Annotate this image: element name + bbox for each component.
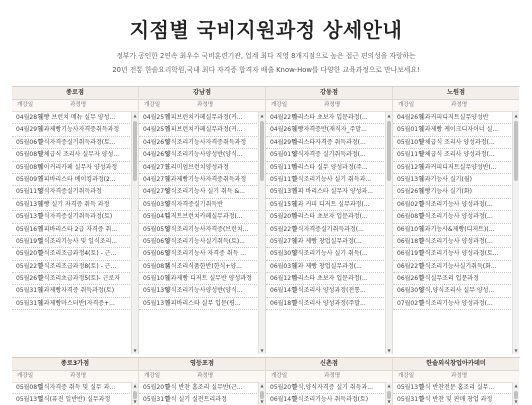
course-start-date: 05월01일 — [270, 151, 297, 159]
course-row[interactable] — [266, 174, 384, 186]
scroll-thumb[interactable] — [514, 121, 518, 181]
course-start-date: 06월19일 — [397, 250, 424, 258]
scroll-thumb[interactable] — [133, 121, 137, 181]
course-name-link[interactable]: 커피 바리스타 실무자 양성과... — [292, 188, 373, 196]
course-row[interactable] — [393, 285, 511, 297]
course-row[interactable] — [12, 186, 130, 198]
col-course-header: 과정명 — [197, 102, 214, 108]
course-row[interactable] — [139, 382, 257, 394]
course-list — [12, 382, 130, 405]
course-start-date: 07월02일 — [397, 299, 424, 307]
course-name-link[interactable]: 양식조리기능사실기취득(토)... — [165, 237, 245, 245]
column-header-row — [393, 100, 519, 112]
course-name-link[interactable]: 한식 실기 실전트리과정 — [165, 396, 227, 404]
course-name-link[interactable]: 커피바리스타 2급 자격증 취... — [38, 225, 118, 233]
course-row[interactable] — [139, 124, 257, 136]
course-name-link[interactable]: 한식조리기능사 취득과정(토) — [292, 396, 369, 404]
course-start-date: 06월03일 — [270, 262, 297, 270]
course-start-date: 06월14일 — [270, 287, 297, 295]
course-name-link[interactable]: 양식,양식조리사 실무 양성... — [419, 287, 495, 295]
col-course-header: 과정명 — [324, 373, 341, 379]
course-name-link[interactable]: 한식조리기능사 양성과정(... — [419, 299, 493, 307]
course-name-link[interactable]: 한식조리사 양성과정(전통... — [292, 287, 366, 295]
scroll-up-arrow-icon[interactable]: ▲ — [387, 383, 391, 388]
branch-panel-gangdong — [266, 87, 392, 354]
course-start-date: 05월11일 — [270, 163, 297, 171]
scroll-up-arrow-icon[interactable]: ▲ — [133, 383, 137, 388]
course-name-link[interactable]: 디저트브런치카페실무과정(... — [165, 213, 243, 221]
branch-title: 강동점 — [266, 87, 392, 100]
course-start-date: 06월18일 — [270, 299, 297, 307]
course-name-link[interactable]: 제과 제빵 창업실무과정(... — [292, 237, 362, 245]
course-row[interactable] — [12, 382, 130, 394]
course-start-date: 05월20일 — [270, 213, 297, 221]
course-name-link[interactable]: 한식실무조리 입문과정 — [419, 275, 479, 283]
course-name-link[interactable]: 제과제빵 케이크디자이너 실... — [419, 126, 499, 134]
course-name-link[interactable]: 커피바리스타 실무 입문(평... — [165, 299, 241, 307]
course-name-link[interactable]: 바리스타 초보자 입문과정(... — [292, 275, 368, 283]
course-name-link[interactable]: 한식,양식자격증 실기 취득과... — [292, 384, 373, 391]
course-row[interactable] — [139, 174, 257, 186]
course-name-link[interactable]: 한식자격증실기취득과정(토) — [38, 213, 113, 221]
course-start-date: 05월06일 — [16, 138, 43, 146]
col-date-header: 개강일 — [144, 373, 161, 379]
course-start-date: 05월15일 — [270, 200, 297, 208]
branch-grid-bottom — [12, 357, 520, 405]
course-row[interactable] — [393, 211, 511, 223]
course-start-date: 05월13일 — [16, 213, 43, 221]
course-start-date: 05월01일 — [397, 126, 424, 134]
course-row[interactable] — [266, 186, 384, 198]
course-name-link[interactable]: 한식조리기능사 양성과정(토... — [419, 250, 499, 258]
course-name-link[interactable]: 단체급식 조리사 양성과정(... — [419, 138, 495, 146]
scroll-up-arrow-icon[interactable]: ▲ — [514, 113, 518, 118]
course-name-link[interactable]: 양식조리기능사자격증취득과정 — [165, 138, 247, 146]
course-start-date: 05월08일 — [16, 384, 43, 391]
course-start-date: 05월12일 — [397, 163, 424, 171]
course-start-date: 04월26일 — [397, 114, 424, 121]
course-start-date: 04월26일 — [143, 138, 170, 146]
col-course-header: 과정명 — [451, 102, 468, 108]
course-row[interactable] — [266, 224, 384, 236]
branch-title: 종로점 — [12, 87, 138, 100]
course-name-link[interactable]: 양식자격증실기취득과정 — [38, 188, 102, 196]
course-row[interactable] — [139, 162, 257, 174]
course-name-link[interactable]: 단체급식 조리사 양성과정(... — [419, 151, 495, 159]
course-row[interactable] — [139, 285, 257, 297]
course-name-link[interactable]: 한식조리조급과정4(토) - 근... — [38, 250, 117, 258]
col-date-header: 개강일 — [271, 373, 288, 379]
course-row[interactable] — [266, 149, 384, 161]
course-name-link[interactable]: 양식조리기능사자격증(브런치... — [165, 225, 249, 233]
course-start-date: 05월26일 — [397, 188, 424, 196]
course-name-link[interactable]: 단체급식 조리사 실무자 양성... — [38, 151, 119, 159]
course-start-date: 04월22일 — [270, 114, 297, 121]
course-start-date: 06월22일 — [397, 262, 424, 270]
col-date-header: 개강일 — [271, 102, 288, 108]
course-row[interactable] — [12, 298, 130, 310]
course-name-link[interactable]: 한식자격증실기취득과정(토... — [38, 138, 116, 146]
course-start-date: 06월02일 — [397, 200, 424, 208]
col-course-header: 과정명 — [197, 373, 214, 379]
course-start-date: 05월03일 — [143, 200, 170, 208]
course-start-date: 04월27일 — [143, 175, 170, 183]
course-start-date: 05월13일 — [16, 200, 43, 208]
course-name-link[interactable]: 양식조리기능사양성반(양식... — [165, 151, 243, 159]
course-row[interactable] — [393, 186, 511, 198]
course-start-date: 05월09일 — [16, 175, 43, 183]
course-name-link[interactable]: 제과제빵기능사자격증취득과정 — [38, 126, 120, 134]
scroll-down-arrow-icon[interactable]: ▼ — [514, 348, 518, 353]
course-start-date: 04월29일 — [270, 138, 297, 146]
course-start-date: 06월14일 — [270, 396, 297, 404]
course-name-link[interactable]: 제과기능사 실기(월) — [419, 175, 472, 183]
course-start-date: 04월25일 — [143, 114, 170, 121]
course-name-link[interactable]: 한식 반찬 홈조리 실무반(근... — [165, 384, 243, 391]
scroll-down-arrow-icon[interactable]: ▼ — [260, 348, 264, 353]
course-name-link[interactable]: 제과 제빵 창업실무과정(... — [292, 262, 362, 270]
course-start-date: 05월22일 — [270, 225, 297, 233]
course-start-date: 05월05일 — [143, 225, 170, 233]
course-row[interactable] — [393, 261, 511, 273]
course-start-date: 05월10일 — [143, 275, 170, 283]
course-row[interactable] — [393, 224, 511, 236]
course-name-link[interactable]: 양식조리기능사 자격증 취득 ... — [165, 250, 246, 258]
course-row[interactable] — [393, 137, 511, 149]
course-row[interactable] — [12, 211, 130, 223]
course-name-link[interactable]: 제과제빵 디저트 실무반 양성과정 — [165, 275, 252, 283]
course-row[interactable] — [266, 394, 384, 405]
branch-panel-startup-academy — [393, 358, 519, 405]
course-name-link[interactable]: 커피브런치카페실무과정(커... — [165, 126, 243, 134]
course-row[interactable] — [139, 248, 257, 260]
course-row[interactable] — [266, 273, 384, 285]
course-name-link[interactable]: 바리스타 실무 양성과정(주... — [292, 163, 368, 171]
column-header-row — [266, 100, 392, 112]
course-start-date: 06월18일 — [397, 237, 424, 245]
course-name-link[interactable]: 일식(퓨전 일반반) 실무과정 — [38, 396, 111, 404]
scroll-up-arrow-icon[interactable]: ▲ — [133, 113, 137, 118]
course-name-link[interactable]: 일식조리기능사 및 일식조리... — [38, 237, 118, 245]
course-start-date: 05월10일 — [397, 138, 424, 146]
col-date-header: 개강일 — [17, 102, 34, 108]
branch-title: 종로3가점 — [12, 358, 138, 371]
course-name-link[interactable]: 제과제빵자격증 취득과정(토) — [38, 287, 115, 295]
scrollbar[interactable] — [512, 112, 519, 354]
course-row[interactable] — [139, 112, 257, 124]
branch-title: 강남점 — [139, 87, 265, 100]
course-row[interactable] — [393, 236, 511, 248]
course-row[interactable] — [139, 149, 257, 161]
course-row[interactable] — [12, 124, 130, 136]
course-start-date: 05월31일 — [16, 299, 43, 307]
course-row[interactable] — [12, 149, 130, 161]
course-start-date: 05월16일 — [16, 225, 43, 233]
course-start-date: 04월25일 — [143, 126, 170, 134]
course-row[interactable] — [393, 199, 511, 211]
course-list — [139, 382, 257, 405]
course-name-link[interactable]: 바리스타 초보자 입문과정(... — [292, 114, 368, 121]
course-start-date: 04월26일 — [143, 151, 170, 159]
scroll-down-arrow-icon[interactable]: ▼ — [133, 399, 137, 404]
course-start-date: 05월13일 — [397, 384, 424, 391]
course-row[interactable] — [139, 273, 257, 285]
course-start-date: 05월22일 — [16, 262, 43, 270]
course-name-link[interactable]: 일식자격증 취득 및 실무 과... — [38, 384, 116, 391]
course-name-link[interactable]: 양식조리기능사양성반(양식... — [165, 287, 243, 295]
course-name-link[interactable]: 제빵기능사 실기(화) — [419, 188, 472, 196]
course-name-link[interactable]: 한식 반찬전문 홈조리 실무... — [419, 384, 495, 391]
course-list — [139, 112, 257, 310]
column-header-row — [139, 100, 265, 112]
course-row[interactable] — [266, 382, 384, 394]
course-row[interactable] — [393, 382, 511, 394]
course-start-date: 05월13일 — [143, 287, 170, 295]
course-row[interactable] — [139, 211, 257, 223]
course-row[interactable] — [12, 236, 130, 248]
scrollbar[interactable] — [258, 112, 265, 354]
course-start-date: 06월08일 — [397, 213, 424, 221]
course-row[interactable] — [139, 261, 257, 273]
col-date-header: 개강일 — [144, 102, 161, 108]
branch-panel-nowon — [393, 87, 519, 354]
intro-line-2: 20년 전통 한솥요리학원,국내 최다 자격증 합격자 배출 Know-How를 다양한 교육과정으로 만나보세요! — [112, 66, 420, 74]
scrollbar[interactable] — [385, 382, 392, 405]
course-start-date: 04월27일 — [143, 163, 170, 171]
course-row[interactable] — [12, 162, 130, 174]
course-start-date: 05월19일 — [16, 237, 43, 245]
course-row[interactable] — [393, 174, 511, 186]
course-row[interactable] — [12, 261, 130, 273]
course-start-date: 05월11일 — [397, 151, 424, 159]
course-row[interactable] — [266, 248, 384, 260]
course-start-date: 05월13일 — [270, 188, 297, 196]
course-name-link[interactable]: 외식조리식품한반(한식+양... — [165, 262, 242, 270]
course-row[interactable] — [266, 162, 384, 174]
course-start-date: 05월27일 — [270, 237, 297, 245]
course-start-date: 06월12일 — [270, 275, 297, 283]
course-list — [266, 382, 384, 405]
course-name-link[interactable]: 제과제빵마스터반(자격증+... — [38, 299, 115, 307]
course-row[interactable] — [266, 261, 384, 273]
course-start-date: 05월30일 — [270, 250, 297, 258]
course-start-date: 05월06일 — [143, 250, 170, 258]
course-row[interactable] — [139, 236, 257, 248]
course-name-link[interactable]: 프리미엄브런치양성과정 — [165, 163, 229, 171]
col-date-header: 개강일 — [17, 373, 34, 379]
col-date-header: 개강일 — [398, 373, 415, 379]
course-list — [393, 112, 511, 310]
scroll-down-arrow-icon[interactable]: ▼ — [387, 399, 391, 404]
scroll-down-arrow-icon[interactable]: ▼ — [260, 399, 264, 404]
course-name-link[interactable]: 제과 커피 디저트 실무과정(... — [292, 200, 370, 208]
course-row[interactable] — [139, 137, 257, 149]
course-start-date: 05월08일 — [143, 262, 170, 270]
scroll-thumb[interactable] — [260, 121, 264, 181]
course-row[interactable] — [393, 162, 511, 174]
course-name-link[interactable]: 제빵 실기 자격증 취득 과정 — [38, 200, 110, 208]
scrollbar[interactable] — [258, 382, 265, 405]
course-name-link[interactable]: 한식조리조급과정8(토) - 근... — [38, 262, 117, 270]
scrollbar[interactable] — [385, 112, 392, 354]
course-row[interactable] — [139, 199, 257, 211]
col-date-header: 개강일 — [398, 102, 415, 108]
course-start-date: 05월13일 — [143, 299, 170, 307]
course-list — [393, 382, 511, 405]
scroll-down-arrow-icon[interactable]: ▼ — [133, 348, 137, 353]
course-row[interactable] — [393, 273, 511, 285]
intro-line-1: 정부가 공인한 2연속 최우수 국비훈련기관, 업계 최다 직영 8개지점으로 높은 접근 편의성을 자랑하는 — [116, 52, 416, 60]
page-title: 지점별 국비지원과정 상세안내 — [129, 18, 403, 42]
branch-title: 한솥외식창업아카데미 — [393, 358, 519, 371]
course-list — [266, 112, 384, 310]
course-name-link[interactable]: 한식조리기능사 실기 취득과... — [292, 175, 372, 183]
scroll-up-arrow-icon[interactable]: ▲ — [260, 113, 264, 118]
course-row[interactable] — [12, 137, 130, 149]
course-start-date: 05월26일 — [16, 275, 43, 283]
course-row[interactable] — [393, 149, 511, 161]
course-row[interactable] — [393, 124, 511, 136]
course-start-date: 05월20일 — [143, 384, 170, 391]
course-start-date: 05월13일 — [16, 396, 43, 404]
course-name-link[interactable]: 양식자격증실기취득반 — [165, 200, 223, 208]
course-name-link[interactable]: 제과기능사&제빵(디저트)(... — [419, 225, 495, 233]
branch-panel-jongno3ga — [12, 358, 138, 405]
course-row[interactable] — [266, 298, 384, 310]
branch-grid-top — [12, 86, 520, 354]
course-row[interactable] — [12, 394, 130, 405]
course-start-date: 06월26일 — [397, 275, 424, 283]
course-name-link[interactable]: 한식 반찬 및 판매 창업 과정 — [419, 396, 493, 404]
branch-title: 노원점 — [393, 87, 519, 100]
scroll-up-arrow-icon[interactable]: ▲ — [387, 113, 391, 118]
course-start-date: 05월20일 — [270, 384, 297, 391]
col-course-header: 과정명 — [70, 102, 87, 108]
branch-title: 영등포점 — [139, 358, 265, 371]
course-start-date: 05월31일 — [397, 396, 424, 404]
course-row[interactable] — [266, 124, 384, 136]
col-course-header: 과정명 — [70, 373, 87, 379]
course-start-date: 05월11일 — [16, 188, 43, 196]
course-row[interactable] — [266, 199, 384, 211]
course-row[interactable] — [266, 112, 384, 124]
course-start-date: 04월28일 — [16, 114, 43, 121]
course-row[interactable] — [266, 211, 384, 223]
course-name-link[interactable]: 한식조리사 양성과정(주말... — [292, 299, 366, 307]
course-row[interactable] — [12, 174, 130, 186]
course-row[interactable] — [139, 298, 257, 310]
course-row[interactable] — [139, 224, 257, 236]
col-course-header: 과정명 — [451, 373, 468, 379]
course-row[interactable] — [139, 186, 257, 198]
course-row[interactable] — [139, 394, 257, 405]
scrollbar[interactable] — [131, 382, 138, 405]
course-start-date: 04월29일 — [16, 126, 43, 134]
course-name-link[interactable]: 바리스타자격증 취득과정(... — [292, 138, 366, 146]
branch-panel-jongno — [12, 87, 138, 354]
col-course-header: 과정명 — [324, 102, 341, 108]
course-start-date: 05월11일 — [270, 175, 297, 183]
scroll-down-arrow-icon[interactable]: ▼ — [514, 399, 518, 404]
course-row[interactable] — [393, 112, 511, 124]
course-list — [12, 112, 130, 310]
course-name-link[interactable]: 양식조리기능사 실기 취득 &... — [165, 188, 245, 196]
course-name-link[interactable]: 한식조리기능사 양성과정(... — [419, 237, 493, 245]
course-row[interactable] — [266, 236, 384, 248]
course-name-link[interactable]: 제과제빵기능사자격증취득과정 — [165, 175, 247, 183]
course-start-date: 05월04일 — [143, 213, 170, 221]
course-start-date: 04월26일 — [270, 126, 297, 134]
course-start-date: 05월20일 — [16, 250, 43, 258]
course-name-link[interactable]: 한식조리기능사 양성과정(... — [419, 213, 493, 221]
course-start-date: 04월27일 — [143, 188, 170, 196]
course-name-link[interactable]: 양식자격증 실기취득과정(... — [292, 151, 366, 159]
course-row[interactable] — [393, 394, 511, 405]
course-start-date: 06월10일 — [397, 225, 424, 233]
course-start-date: 05월06일 — [143, 237, 170, 245]
course-start-date: 05월31일 — [143, 396, 170, 404]
course-name-link[interactable]: 한식조리기능사 양성과정(... — [419, 200, 493, 208]
course-name-link[interactable]: 한식자격증실기취득과정(... — [292, 225, 364, 233]
course-row[interactable] — [12, 199, 130, 211]
course-row[interactable] — [266, 285, 384, 297]
branch-title: 신촌점 — [266, 358, 392, 371]
course-name-link[interactable]: 커피브런치카페실무과정(커... — [165, 114, 243, 121]
course-start-date: 05월13일 — [397, 175, 424, 183]
course-row[interactable] — [393, 248, 511, 260]
course-start-date: 05월08일 — [16, 163, 43, 171]
course-row[interactable] — [12, 224, 130, 236]
scroll-up-arrow-icon[interactable]: ▲ — [260, 383, 264, 388]
course-row[interactable] — [12, 112, 130, 124]
scrollbar[interactable] — [131, 112, 138, 354]
course-row[interactable] — [393, 298, 511, 310]
course-name-link[interactable]: 제과커피디저트실무양성반(... — [419, 163, 497, 171]
column-header-row — [12, 100, 138, 112]
course-name-link[interactable]: 한식조리기능사실기취득(화... — [419, 262, 497, 270]
course-name-link[interactable]: 양식조리기능사 실기 취득(... — [292, 250, 368, 258]
course-row[interactable] — [266, 137, 384, 149]
course-start-date: 05월31일 — [16, 287, 43, 295]
course-row[interactable] — [12, 285, 130, 297]
scroll-up-arrow-icon[interactable]: ▲ — [514, 383, 518, 388]
course-name-link[interactable]: 제과커피디저트실무양성반 — [419, 114, 489, 121]
course-start-date: 05월08일 — [16, 151, 43, 159]
scroll-down-arrow-icon[interactable]: ▼ — [387, 348, 391, 353]
course-name-link[interactable]: 제빵자격증반(재직자_주말... — [292, 126, 367, 134]
course-name-link[interactable]: 베이커리카페 실무자 양성과정 — [38, 163, 118, 171]
course-name-link[interactable]: 제빵 브런치 메뉴 실무 양성... — [38, 114, 116, 121]
branch-panel-sinchon — [266, 358, 392, 405]
branch-panel-gangnam — [139, 87, 265, 354]
scroll-thumb[interactable] — [387, 121, 391, 181]
scrollbar[interactable] — [512, 382, 519, 405]
course-row[interactable] — [12, 273, 130, 285]
course-name-link[interactable]: 한식조리초급과정5(토)- 근로자 — [38, 275, 121, 283]
course-row[interactable] — [12, 248, 130, 260]
course-start-date: 06월30일 — [397, 287, 424, 295]
course-name-link[interactable]: 바리스타 초보자 입문과정(... — [292, 213, 368, 221]
course-name-link[interactable]: 커피바리스타 베이킹과정(2... — [38, 175, 116, 183]
branch-panel-yeongdeungpo — [139, 358, 265, 405]
